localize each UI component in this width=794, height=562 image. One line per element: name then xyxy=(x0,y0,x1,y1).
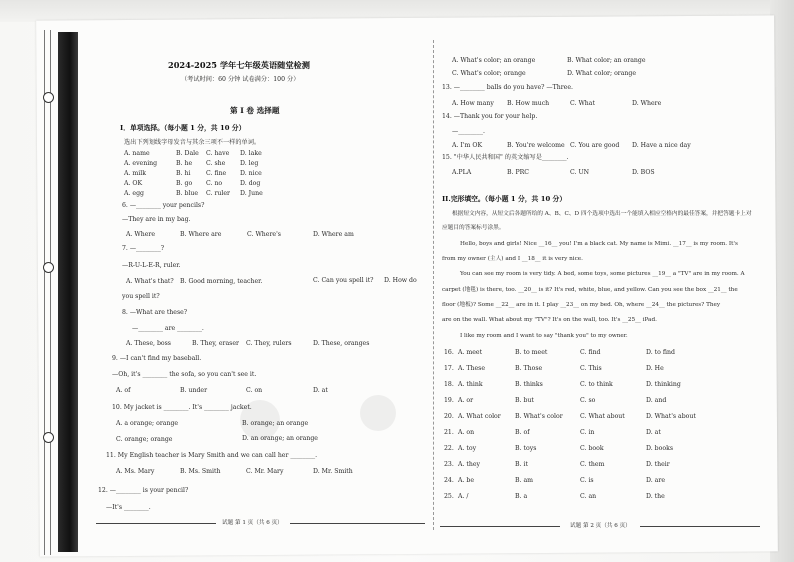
option-b: B. Good morning, teacher. xyxy=(180,278,263,285)
option-a: A. meet xyxy=(458,349,483,356)
item-number: 21. xyxy=(444,429,454,436)
item-b: B. Dale xyxy=(176,150,199,157)
option-a: A. What's that? xyxy=(126,278,174,285)
option-c: C. Mr. Mary xyxy=(246,468,284,475)
question-14-answer: —________. xyxy=(452,128,485,135)
item-d: D. nice xyxy=(240,170,262,177)
option-d: D. Have a nice day xyxy=(632,142,691,149)
option-d: D. These, oranges xyxy=(313,340,370,347)
question-7-stem: 7. —________? xyxy=(122,245,165,252)
passage-line: carpet (地毯) is there, too. __20__ is it? It's red, white, blue, and yellow. Can you see the box __21__ the xyxy=(442,287,738,293)
section-heading: I．单项选择。（每小题 1 分，共 10 分） xyxy=(120,124,246,132)
option-c: C. What about xyxy=(580,413,625,420)
option-d: D. an orange; an orange xyxy=(242,435,318,442)
question-8-stem: 8. —What are these? xyxy=(122,309,188,316)
option-a: A.PLA xyxy=(452,169,472,176)
item-d: D. leg xyxy=(240,160,259,167)
option-d-cont: you spell it? xyxy=(122,293,160,300)
option-c: C. You are good xyxy=(570,142,620,149)
option-c: C. Where's xyxy=(247,231,281,238)
binding-hole xyxy=(43,92,54,103)
option-c: C. book xyxy=(580,445,604,452)
option-d: D. BOS xyxy=(632,169,655,176)
option-b: B. but xyxy=(515,397,534,404)
section-instruction: 根据短文内容，从短文后各题所给的 A、B、C、D 四个选项中选出一个能填入相应空格内的最佳答案，并把答题卡上对 xyxy=(452,211,752,217)
item-number: 17. xyxy=(444,365,454,372)
item-a: A. egg xyxy=(124,190,144,197)
binding-line xyxy=(44,30,45,555)
option-d: D. are xyxy=(646,477,665,484)
footer-rule xyxy=(440,526,560,527)
option-d: D. He xyxy=(646,365,664,372)
question-12-stem: 12. —________ is your pencil? xyxy=(98,487,189,494)
passage-line: You can see my room is very tidy. A bed, some toys, some pictures __19__ a "TV" are in my room. A xyxy=(460,271,745,277)
question-14-stem: 14. —Thank you for your help. xyxy=(442,113,538,120)
section-instruction-cont: 应题目的答案标号涂黑。 xyxy=(442,225,505,231)
option-d: D. at xyxy=(313,387,328,394)
binding-strip xyxy=(58,32,78,552)
item-c: C. no xyxy=(206,180,223,187)
option-a: A. These, boss xyxy=(126,340,171,347)
option-d: D. at xyxy=(646,429,661,436)
item-a: A. OK xyxy=(124,180,143,187)
option-b: B. They, eraser xyxy=(192,340,239,347)
passage-line: floor (地板)? Some __22__ are in it. I play __23__ on my bed. Oh, where __24__ the pictures? They xyxy=(442,302,721,308)
option-c: C. an xyxy=(580,493,597,500)
option-d: D. and xyxy=(646,397,667,404)
option-c: C. UN xyxy=(570,169,590,176)
item-number: 24. xyxy=(444,477,454,484)
passage-line: are on the wall. What about my "TV"? It's on the wall, too. It's __25__ iPad. xyxy=(442,317,657,323)
option-d: D. Where xyxy=(632,100,662,107)
footer-rule xyxy=(96,523,216,524)
question-7-answer: —R-U-L-E-R, ruler. xyxy=(122,262,181,269)
q12-option-a: A. What's color; an orange xyxy=(452,57,536,64)
question-6-answer: —They are in my bag. xyxy=(122,216,191,223)
item-number: 23. xyxy=(444,461,454,468)
option-a: A. These xyxy=(458,365,486,372)
question-13-stem: 13. —________ balls do you have? —Three. xyxy=(442,84,573,91)
option-b: B. am xyxy=(515,477,534,484)
footer-rule xyxy=(290,523,425,524)
passage-line: Hello, boys and girls! Nice __16__ you! I'm a black cat. My name is Mimi. __17__ is my room. It's xyxy=(460,241,738,247)
question-9-stem: 9. —I can't find my baseball. xyxy=(112,355,202,362)
footer-rule xyxy=(640,526,760,527)
option-a: A. or xyxy=(458,397,474,404)
item-c: C. fine xyxy=(206,170,227,177)
option-d: D. What's about xyxy=(646,413,696,420)
option-d: D. the xyxy=(646,493,665,500)
item-number: 22. xyxy=(444,445,454,452)
item-c: C. have xyxy=(206,150,230,157)
q12-option-d: D. What color; orange xyxy=(567,70,637,77)
binding-line xyxy=(50,30,51,555)
paper-shadow xyxy=(360,395,396,431)
option-d: D. thinking xyxy=(646,381,681,388)
question-11-stem: 11. My English teacher is Mary Smith and we can call her ________. xyxy=(106,452,318,459)
option-c: C. This xyxy=(580,365,602,372)
item-c: C. she xyxy=(206,160,226,167)
option-c: C. on xyxy=(246,387,263,394)
option-a: A. What color xyxy=(458,413,501,420)
item-number: 18. xyxy=(444,381,454,388)
part-heading: 第 I 卷 选择题 xyxy=(230,106,280,115)
option-b: B. Those xyxy=(515,365,543,372)
page-footer-left: 试题 第 1 页（共 6 页） xyxy=(222,520,283,526)
item-number: 25. xyxy=(444,493,454,500)
passage-line: from my owner (主人) and I __18__ it is very nice. xyxy=(442,256,583,262)
option-a: A. be xyxy=(458,477,475,484)
item-number: 19. xyxy=(444,397,454,404)
option-b: B. You're welcome xyxy=(507,142,565,149)
item-number: 20. xyxy=(444,413,454,420)
question-12-answer: —It's ________. xyxy=(106,504,151,511)
item-b: B. go xyxy=(176,180,193,187)
option-d: D. How do xyxy=(384,277,417,284)
exam-meta: （考试时间：60 分钟 试卷满分：100 分） xyxy=(181,76,300,83)
option-d: D. Mr. Smith xyxy=(313,468,353,475)
question-6-stem: 6. —________ your pencils? xyxy=(122,202,205,209)
section-heading: II.完形填空。（每小题 1 分，共 10 分） xyxy=(442,195,567,203)
option-c: C. is xyxy=(580,477,594,484)
option-c: C. so xyxy=(580,397,596,404)
question-15-stem: 15. "中华人民共和国" 的英文缩写是________. xyxy=(442,154,569,161)
item-b: B. he xyxy=(176,160,193,167)
item-a: A. name xyxy=(124,150,150,157)
option-c: C. them xyxy=(580,461,605,468)
item-b: B. blue xyxy=(176,190,199,197)
option-c: C. orange; orange xyxy=(116,436,173,443)
option-d: D. to find xyxy=(646,349,675,356)
item-number: 16. xyxy=(444,349,454,356)
option-a: A. How many xyxy=(452,100,494,107)
option-c: C. They, rulers xyxy=(246,340,292,347)
option-d: D. books xyxy=(646,445,674,452)
option-b: B. thinks xyxy=(515,381,543,388)
option-a: A. I'm OK xyxy=(452,142,483,149)
option-b: B. of xyxy=(515,429,530,436)
item-b: B. hi xyxy=(176,170,191,177)
item-a: A. evening xyxy=(124,160,158,167)
option-c: C. What xyxy=(570,100,595,107)
q12-option-b: B. What color; an orange xyxy=(567,57,646,64)
section-instruction: 选出下列划线字母发音与其余三项不一样的单词。 xyxy=(124,139,261,146)
option-a: A. a orange; orange xyxy=(116,420,179,427)
option-a: A. toy xyxy=(458,445,477,452)
question-8-answer: —________ are ________. xyxy=(132,325,204,332)
option-a: A. on xyxy=(458,429,475,436)
option-b: B. Where are xyxy=(180,231,222,238)
option-c: C. in xyxy=(580,429,595,436)
question-10-stem: 10. My jacket is ________. It's ________ jacket. xyxy=(112,404,252,411)
option-b: B. Ms. Smith xyxy=(180,468,221,475)
option-d: D. their xyxy=(646,461,670,468)
binding-hole xyxy=(43,432,54,443)
exam-title: 2024-2025 学年七年级英语随堂检测 xyxy=(168,60,310,70)
item-d: D. dog xyxy=(240,180,261,187)
option-b: B. What's color xyxy=(515,413,563,420)
option-b: B. toys xyxy=(515,445,537,452)
passage-line: I like my room and I want to say "thank you" to my owner. xyxy=(460,333,628,339)
option-b: B. under xyxy=(180,387,208,394)
item-c: C. ruler xyxy=(206,190,230,197)
option-a: A. Ms. Mary xyxy=(116,468,155,475)
option-c: C. find xyxy=(580,349,601,356)
item-d: D. lake xyxy=(240,150,262,157)
column-divider xyxy=(433,40,434,530)
q12-option-c: C. What's color; orange xyxy=(452,70,526,77)
binding-hole xyxy=(43,262,54,273)
question-9-answer: —Oh, it's ________ the sofa, so you can't see it. xyxy=(112,371,257,378)
option-a: A. they xyxy=(458,461,481,468)
option-d: D. Where am xyxy=(313,231,354,238)
exam-paper xyxy=(36,15,778,556)
option-a: A. Where xyxy=(126,231,156,238)
option-a: A. of xyxy=(116,387,131,394)
option-b: B. orange; an orange xyxy=(242,420,309,427)
option-b: B. to meet xyxy=(515,349,548,356)
option-b: B. PRC xyxy=(507,169,530,176)
page-footer-right: 试题 第 2 页（共 6 页） xyxy=(570,523,631,529)
item-d: D. June xyxy=(240,190,263,197)
option-a: A. think xyxy=(458,381,483,388)
option-c: C. Can you spell it? xyxy=(313,277,374,284)
option-c: C. to think xyxy=(580,381,613,388)
option-b: B. it xyxy=(515,461,528,468)
option-b: B. How much xyxy=(507,100,550,107)
option-a: A. / xyxy=(458,493,469,500)
option-b: B. a xyxy=(515,493,528,500)
item-a: A. milk xyxy=(124,170,146,177)
